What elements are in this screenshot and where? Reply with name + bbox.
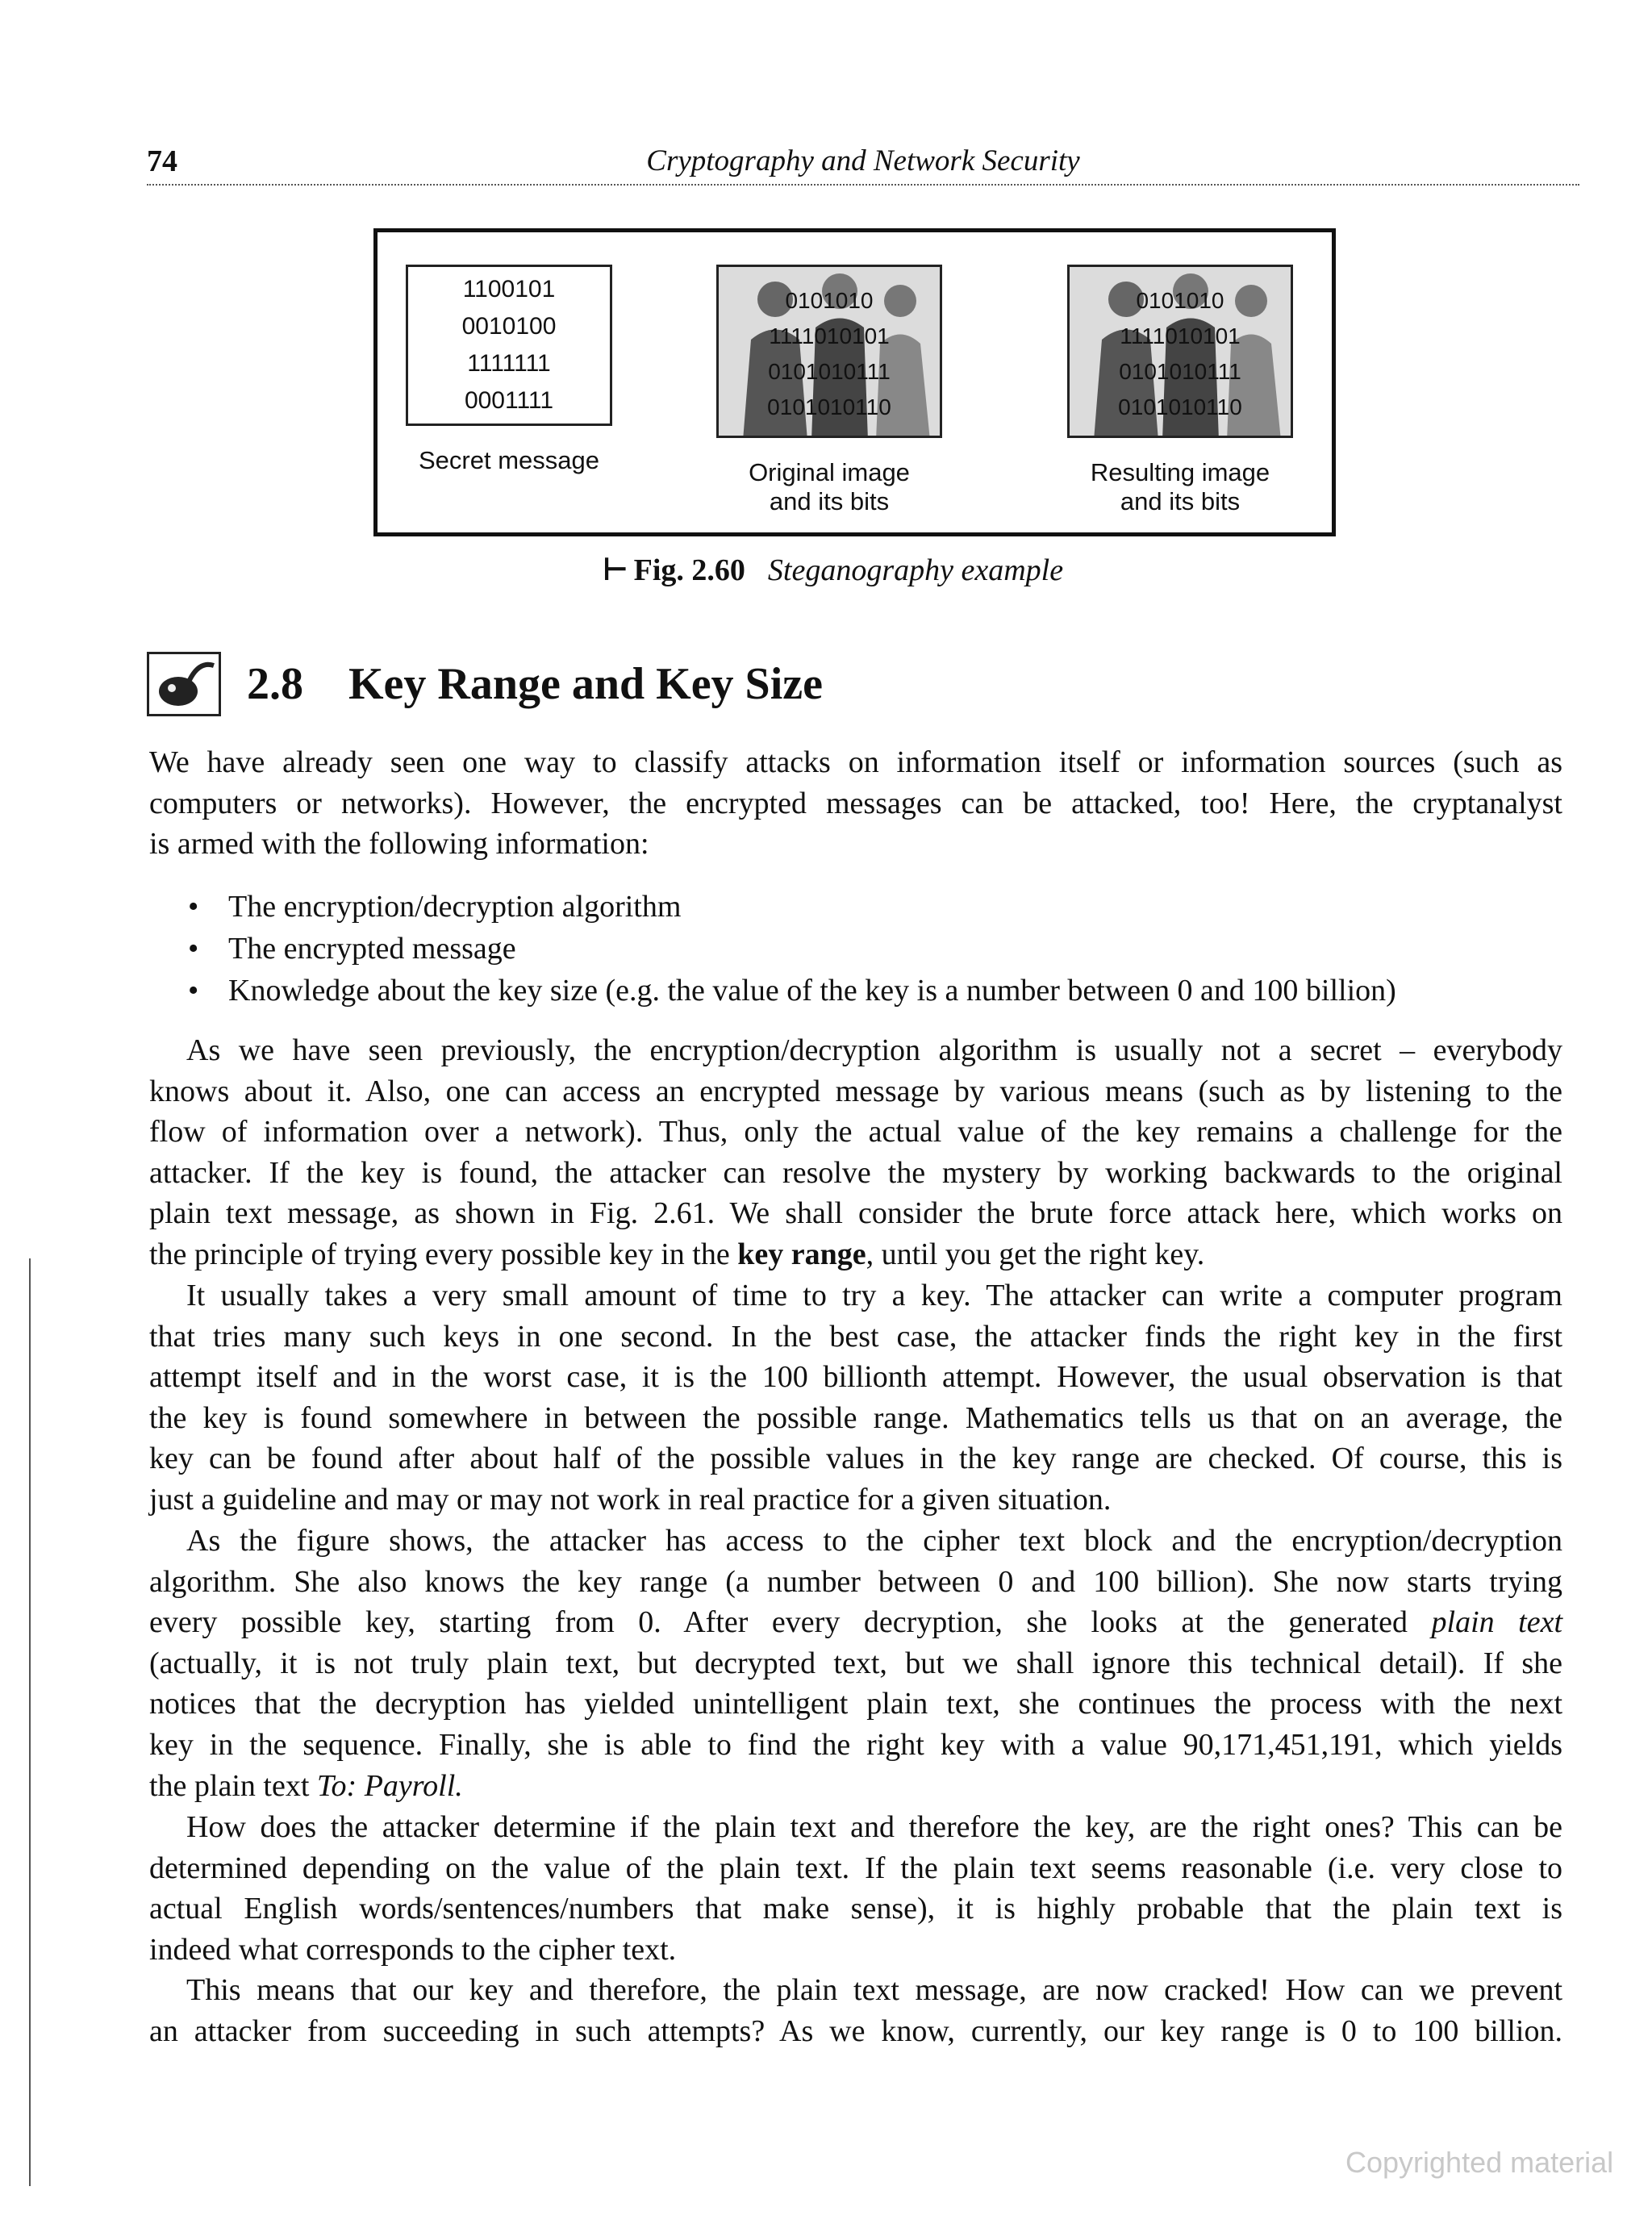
secret-bits-row: 1100101 bbox=[462, 276, 556, 303]
list-item: • The encrypted message bbox=[188, 932, 516, 966]
paragraph-4: How does the attacker determine if the plain text and therefore the key, are the right ones? This can be determined depending on the value of the plain text. If the plain text seems reasonable (i.e. very close to actual English words/sentences/numbers that make sense), it is highly probable that the plain text is indeed what corresponds to the cipher text. bbox=[149, 1810, 1562, 1967]
figure-caption bbox=[602, 551, 1166, 588]
resulting-bits: 0101010 1111010101 0101010111 0101010110 bbox=[1118, 288, 1242, 419]
original-bits: 0101010 1111010101 0101010111 0101010110 bbox=[767, 288, 891, 419]
resulting-caption: Resulting image and its bits bbox=[1090, 458, 1270, 515]
resulting-image bbox=[1067, 265, 1293, 438]
figure-title: Steganography example bbox=[767, 553, 1064, 587]
running-header bbox=[147, 144, 1579, 186]
secret-bits-row: 0010100 bbox=[461, 313, 557, 340]
plain-text-term: plain text bbox=[1431, 1605, 1563, 1640]
paragraph-5: This means that our key and therefore, the plain text message, are now cracked! How can we prevent an attacker from succeeding in such attempts? As we know, currently, our key range is 0 to 100 billion. bbox=[149, 1973, 1562, 2048]
paragraph-2: It usually takes a very small amount of time to try a key. The attacker can write a computer program that tries many such keys in one second. In the best case, the attacker finds the right key in the first attempt itself and in the worst case, it is the 100 billionth attempt. However, the usual observation is that the key is found somewhere in between the possible range. Mathematics tells us that on an average, the key can be found after about half of the possible values in the key range are checked. Of course, this is just a guideline and may or may not work in real practice for a given situation. bbox=[149, 1279, 1562, 1517]
watermark: Copyrighted material bbox=[1345, 2146, 1614, 2179]
payroll-term: To: Payroll. bbox=[316, 1768, 463, 1803]
key-range-term: key range bbox=[737, 1237, 866, 1271]
running-title: Cryptography and Network Security bbox=[646, 144, 1080, 177]
section-number: 2.8 bbox=[247, 659, 303, 709]
secret-caption: Secret message bbox=[419, 446, 599, 474]
caption-marker-icon: ⊢ bbox=[602, 553, 629, 587]
original-image-panel bbox=[716, 265, 942, 516]
original-caption: Original image and its bits bbox=[749, 458, 910, 515]
paragraph-1: As we have seen previously, the encryption/decryption algorithm is usually not a secret – everybody knows about it. Also, one can access an encrypted message by various means (such as by listening to the flow of information over a network). Thus, only the actual value of the key remains a challenge for the attacker. If the key is found, the attacker can resolve the mystery by working backwards to the original plain text message, as shown in Fig. 2.61. We shall consider the brute force attack here, which works on the principle of trying every possible key in the key range, until you get the right key. bbox=[149, 1033, 1562, 1271]
list-item: • The encryption/decryption algorithm bbox=[188, 890, 682, 924]
figure-steganography bbox=[373, 228, 1336, 536]
section-heading bbox=[147, 652, 1115, 716]
paragraph-3: As the figure shows, the attacker has access to the cipher text block and the encryption/decryption algorithm. She also knows the key range (a number between 0 and 100 billion). She now starts trying every possible key, starting from 0. After every decryption, she looks at the generated plain text (actually, it is not truly plain text, but decrypted text, but we shall ignore this technical detail). If she notices that the decryption has yielded unintelligent plain text, she continues the process with the next key in the sequence. Finally, she is able to find the right key with a value 90,171,451,191, which yields the plain text To: Payroll. bbox=[149, 1524, 1563, 1803]
page-number: 74 bbox=[147, 144, 177, 178]
secret-message-panel bbox=[406, 265, 612, 475]
secret-bits-row: 1111111 bbox=[467, 350, 551, 377]
figure-label: Fig. 2.60 bbox=[633, 553, 745, 587]
secret-bits-row: 0001111 bbox=[464, 387, 554, 414]
info-list bbox=[188, 886, 1575, 1012]
intro-paragraph: We have already seen one way to classify attacks on information itself or information sources (such as computers or networks). However, the encrypted messages can be attacked, too! Here, the cryptanalyst is armed with the following information: bbox=[149, 745, 1562, 862]
list-item: • Knowledge about the key size (e.g. the value of the key is a number between 0 and 100 billion) bbox=[188, 974, 1396, 1008]
mouse-icon bbox=[147, 652, 221, 716]
original-image bbox=[716, 265, 942, 438]
resulting-image-panel bbox=[1067, 265, 1293, 516]
secret-bits-box bbox=[406, 265, 612, 426]
section-title: Key Range and Key Size bbox=[348, 659, 823, 709]
page-edge-rule bbox=[29, 1258, 31, 2186]
